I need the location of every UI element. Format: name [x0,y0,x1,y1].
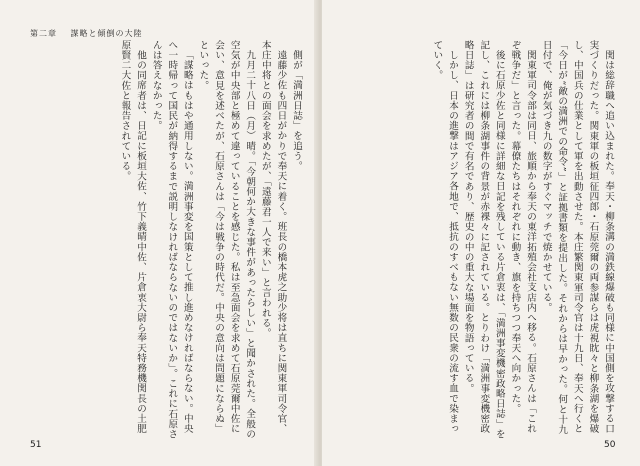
paragraph: しかし、日本の進撃はアジア各地で、抵抗のすべもない無数の民衆の流す血で染まっていく。 [431,40,459,434]
paragraph: 九月二十八日（月）晴。「今朝何か大きな事件があったらしい」と聞かされた。全般の空気が中央部と極めて違っていることを感じた。私は至急面会を求めて石原莞爾中佐に会い、意見を述べたが、石原さんは「今は戦争の時代だ。中央の意向は問題にならぬ」といった。 [197,40,256,439]
paragraph: 後に石原少佐と同様に詳細な日記を残している片倉衷は、「満洲事変機密政略日誌」を記し、これには柳条湖事件の背景が赤裸々に記されている。とりわけ「満洲事変機密政略日誌」は研究者の間で有名であり、歴史の中の重大な場面を物語っている。 [462,40,505,439]
left-page-body [22,40,304,440]
left-page [0,0,318,466]
paragraph: 遠藤少佐も四日がかりで奉天に着く。班長の橋本虎之助少将は直ちに関東軍司令官、本庄中将との面会を求めたが、「遠藤君一人で来い」と言われる。 [259,40,287,434]
left-page-number: 51 [30,440,42,450]
right-page-body [334,40,616,440]
right-page [322,0,640,466]
running-header [30,28,143,39]
paragraph: 関東軍司令部は同日、旅順から奉天の東洋拓殖会社支店内へ移る。石原さんは「これぞ戦争だ」と言った。幕僚たちはそれぞれに動き、旗を持ちつつ奉天へ向かった。 [509,40,537,434]
paragraph: 「謀略はもはや通用しない。満洲事変を国策として推し進めなければならない。中央へ一時帰って国民が納得するまで説明しなければならないのではないか」。これに石原さんは答えなかった。 [150,40,193,440]
paragraph: 側が「満洲日誌」を追う。 [291,49,302,171]
right-page-number: 50 [604,440,616,450]
paragraph: 他の同席者は、日記に板垣大佐、竹下義晴中佐、片倉衷大尉ら奉天特務機関長の土肥原賢二大佐と報告されている。 [119,40,147,434]
chapter-title: 謀略と傾倒の大陸 [70,29,143,38]
paragraph: 関は総辞職へ追い込まれた。奉天・柳条溝の満鉄線爆破も同様に中国側を攻撃する口実づくりだった。関東軍の板垣征四郎・石原莞爾の両参謀らは虎視眈々と柳条湖を爆破し、中国兵の仕業として軍を出動させた。本庄繁関東軍司令官は十九日、奉天へ行くと「今日が“敵の満洲での命令”」と証拠書類を提出した。それからは早かった。何と十九日付で、俺が気づき九の数字がすぐマッチで焼かせている。 [540,40,614,435]
chapter-number: 第二章 [30,29,57,38]
